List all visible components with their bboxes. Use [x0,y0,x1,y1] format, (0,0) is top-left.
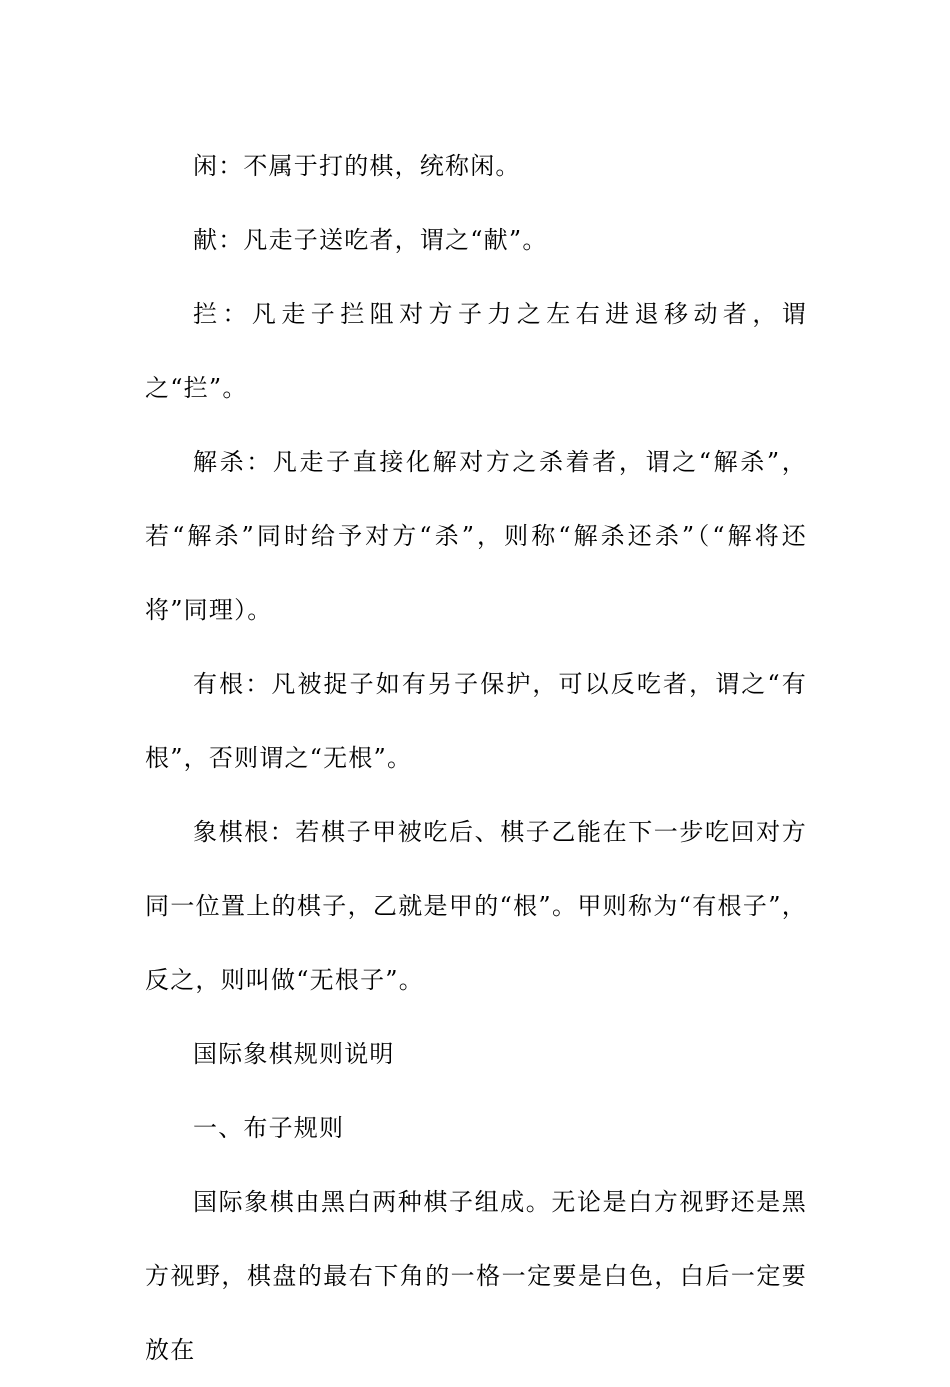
paragraph-jiesha-definition: 解杀：凡走子直接化解对方之杀着者，谓之“解杀”，若“解杀”同时给予对方“杀”，则称“解杀还杀”（“解将还将”同理）。 [145,448,807,624]
paragraph-lan-definition: 拦：凡走子拦阻对方子力之左右进退移动者，谓之“拦”。 [145,300,807,402]
paragraph-xiangqi-gen-definition: 象棋根：若棋子甲被吃后、棋子乙能在下一步吃回对方同一位置上的棋子，乙就是甲的“根”。甲则称为“有根子”，反之，则叫做“无根子”。 [145,818,807,994]
paragraph-xian-definition: 闲：不属于打的棋，统称闲。 [193,152,521,180]
document-body [145,129,807,1387]
paragraph-xian-offer-definition: 献：凡走子送吃者，谓之“献”。 [193,226,548,254]
paragraph-yougen-definition: 有根：凡被捉子如有另子保护，可以反吃者，谓之“有根”，否则谓之“无根”。 [145,670,807,772]
paragraph-chess-setup: 国际象棋由黑白两种棋子组成。无论是白方视野还是黑方视野，棋盘的最右下角的一格一定要是白色，白后一定要放在 [145,1188,807,1364]
subsection-heading-setup-rules: 一、布子规则 [193,1114,345,1142]
section-heading-chess-rules: 国际象棋规则说明 [193,1040,395,1068]
